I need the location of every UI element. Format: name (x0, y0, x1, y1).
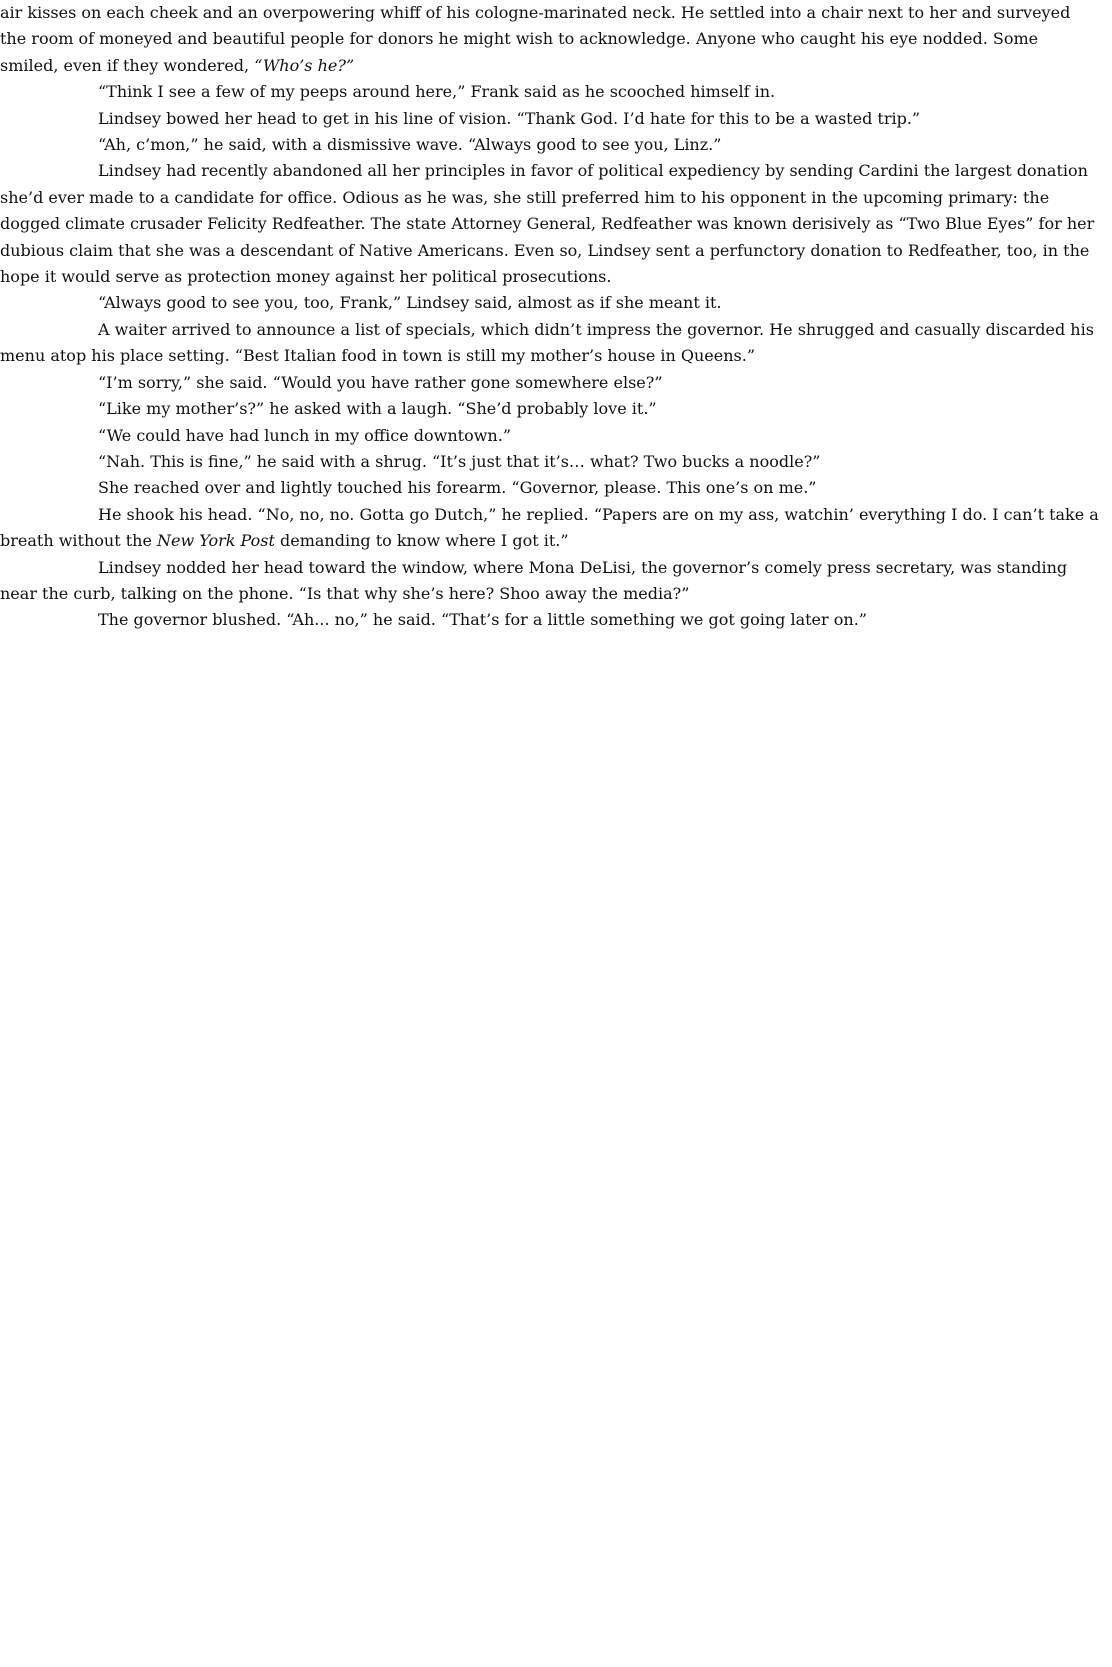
paragraph (0, 449, 1100, 475)
text-run: “Nah. This is fine,” he said with a shrug. “It’s just that it’s… what? Two bucks a noodle?” (98, 451, 821, 471)
paragraph (0, 370, 1100, 396)
text-run: He shook his head. “No, no, no. Gotta go Dutch,” he replied. “Papers are on my ass, watchin’ everything I do. I can’t take a breath without the (0, 504, 1099, 551)
paragraph (0, 317, 1100, 370)
text-run: air kisses on each cheek and an overpowering whiff of his cologne-marinated neck. He settled into a chair next to her and surveyed the room of moneyed and beautiful people for donors he might wish to acknowledge. Anyone who caught his eye nodded. Some smiled, even if they wondered, (0, 3, 1071, 75)
text-run: “I’m sorry,” she said. “Would you have rather gone somewhere else?” (98, 372, 663, 392)
paragraph (0, 79, 1100, 105)
paragraph (0, 0, 1100, 79)
italic-text-run: New York Post (157, 531, 275, 551)
text-run: “Like my mother’s?” he asked with a laugh. “She’d probably love it.” (98, 399, 657, 419)
text-run: She reached over and lightly touched his forearm. “Governor, please. This one’s on me.” (98, 478, 817, 498)
italic-text-run: “Who’s he?” (254, 55, 355, 75)
text-run: Lindsey had recently abandoned all her principles in favor of political expediency by sending Cardini the largest donation she’d ever made to a candidate for office. Odious as he was, she still preferred him to his opponent in the upcoming primary: the dogged climate crusader Felicity Redfeather. The state Attorney General, Redfeather was known derisively as “Two Blue Eyes” for her dubious claim that she was a descendant of Native Americans. Even so, Lindsey sent a perfunctory donation to Redfeather, too, in the hope it would serve as protection money against her political prosecutions. (0, 161, 1095, 287)
paragraph (0, 290, 1100, 316)
text-run: A waiter arrived to announce a list of specials, which didn’t impress the governor. He shrugged and casually discarded his menu atop his place setting. “Best Italian food in town is still my mother’s house in Queens.” (0, 319, 1094, 366)
paragraph (0, 555, 1100, 608)
text-run: The governor blushed. “Ah... no,” he said. “That’s for a little something we got going later on.” (98, 610, 867, 630)
text-run: “Ah, c’mon,” he said, with a dismissive wave. “Always good to see you, Linz.” (98, 135, 722, 155)
text-run: Lindsey nodded her head toward the window, where Mona DeLisi, the governor’s comely press secretary, was standing near the curb, talking on the phone. “Is that why she’s here? Shoo away the media?” (0, 557, 1068, 603)
text-run: demanding to know where I got it.” (274, 531, 569, 551)
text-run: “Think I see a few of my peeps around here,” Frank said as he scooched himself in. (98, 82, 776, 102)
text-run: “Always good to see you, too, Frank,” Lindsey said, almost as if she meant it. (98, 293, 722, 313)
paragraph (0, 475, 1100, 501)
paragraph (0, 132, 1100, 158)
paragraph (0, 423, 1100, 449)
text-run: “We could have had lunch in my office downtown.” (98, 425, 511, 445)
paragraph (0, 106, 1100, 132)
paragraph (0, 396, 1100, 422)
text-run: Lindsey bowed her head to get in his line of vision. “Thank God. I’d hate for this to be a wasted trip.” (98, 108, 921, 128)
paragraph (0, 502, 1100, 555)
paragraph (0, 158, 1100, 290)
paragraph (0, 607, 1100, 633)
